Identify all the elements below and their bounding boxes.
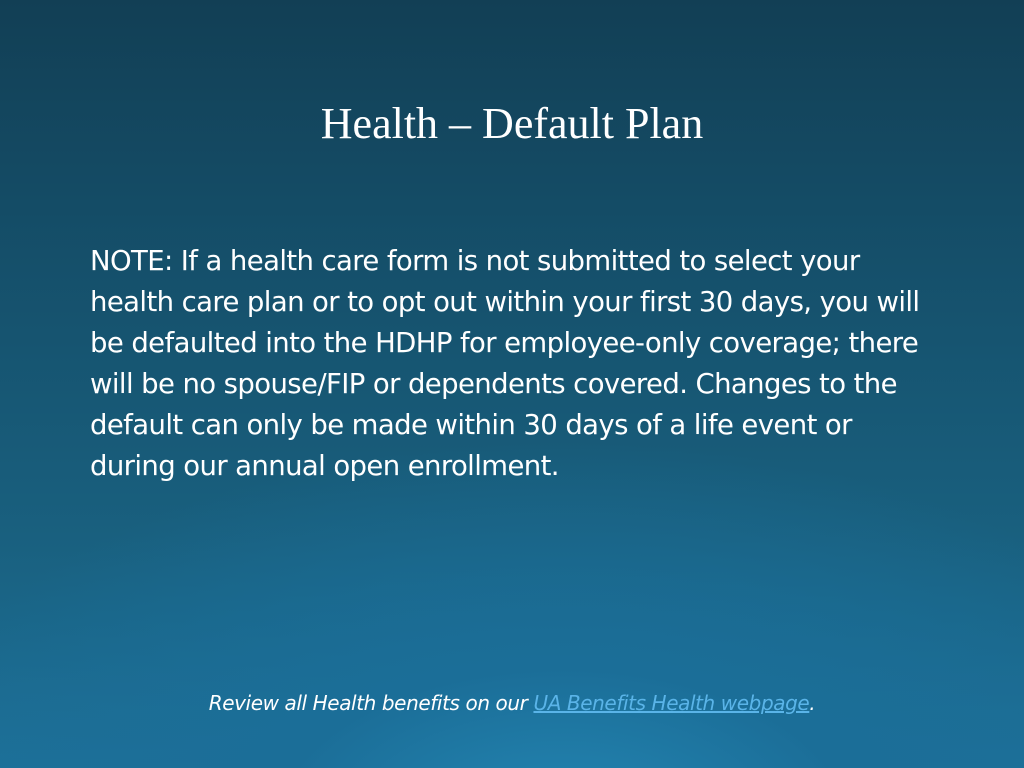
footer-text <box>0 688 1024 718</box>
ua-benefits-health-link[interactable]: UA Benefits Health webpage <box>533 691 810 715</box>
footer-prefix: Review all Health benefits on our <box>208 691 534 715</box>
slide-title: Health – Default Plan <box>320 99 704 148</box>
default-plan-note: NOTE: If a health care form is not submitted to select your health care plan or to opt out within your first 30 days, you will be defaulted into the HDHP for employee-only coverage; there will be no spouse/FIP or dependents covered. Changes to the default can only be made within 30 days of a life event or during our annual open enrollment. <box>90 245 920 482</box>
footer-suffix: . <box>809 691 816 715</box>
